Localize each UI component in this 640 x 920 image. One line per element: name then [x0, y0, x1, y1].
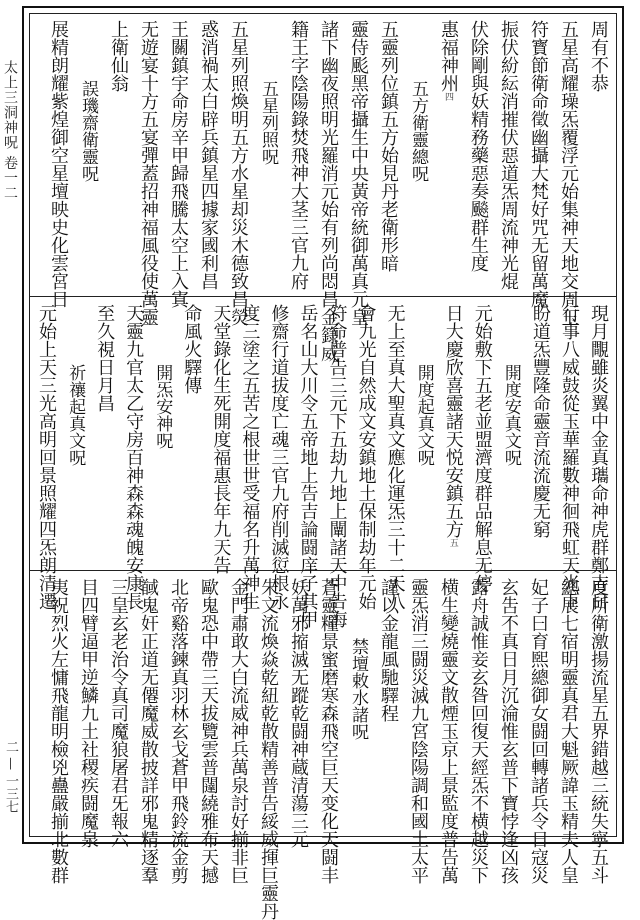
section-heading	[501, 304, 521, 466]
text-column	[108, 20, 128, 92]
text-panel-bottom	[38, 578, 609, 920]
text-column	[588, 304, 608, 610]
text-column	[48, 578, 68, 884]
text-column	[378, 578, 398, 722]
column-text: 北帝谿落鍊真羽林玄戈蒼甲飛鈴流金剪	[168, 578, 189, 884]
text-column	[530, 304, 550, 538]
column-text: 五方衛靈總呪	[408, 80, 428, 182]
column-text: 五星高耀璪炁覆浮元始集神天地交周玉	[558, 20, 579, 326]
column-text: 元始上天三光高明回景照耀四炁朗清遷	[36, 304, 57, 610]
column-text: 開炁安神呪	[152, 364, 173, 449]
page-frame	[22, 6, 624, 920]
text-column	[385, 304, 405, 610]
text-column	[588, 20, 608, 92]
column-text: 現月覸雖炎翼中金真瓗命神虎群鄭吉日	[588, 304, 609, 610]
section-heading	[78, 20, 98, 182]
text-column	[443, 304, 463, 547]
column-text: 惑消禍太白辟兵鎮星四據家國利昌	[198, 20, 219, 290]
text-column	[318, 578, 338, 884]
column-text: 總展七宿明靈真君大魁厥諱玉精夫人皇	[558, 578, 579, 884]
column-text: 横生變燒靈文散煙玉京上景監度普告萬	[438, 578, 459, 884]
text-column	[168, 20, 188, 308]
column-text: 五星列照煥明五方水星却災木德致昌熒	[228, 20, 249, 326]
text-column	[288, 20, 308, 290]
column-text: 籍王字陰陽錄焚飛神大茎三官九府	[288, 20, 309, 290]
text-panel-middle	[36, 304, 609, 628]
column-text: 行事八威鼓從玉華羅數神徊飛虹天光下	[558, 304, 580, 610]
column-text: 開度安真文呪	[500, 364, 521, 466]
text-column	[468, 20, 488, 272]
text-column	[198, 20, 218, 290]
column-text: 无遊宴十方五宴彈蓋招神福風役使萬靈	[138, 20, 159, 326]
text-column	[378, 20, 398, 272]
text-column	[168, 578, 188, 884]
column-text: 靈炁消三闘災滅九宮陰陽調和國土太平	[408, 578, 429, 884]
column-text: 誤璣齋衛靈呪	[78, 80, 98, 182]
text-column	[108, 578, 128, 848]
text-column	[438, 20, 458, 101]
text-column	[210, 304, 230, 574]
column-text: 謹以金龍風馳驛程	[378, 578, 399, 722]
column-text: 夷祝烈火左慵飛龍明檢兇蠱嚴揃北數群	[48, 578, 69, 884]
text-column	[498, 578, 518, 884]
text-column	[559, 304, 579, 610]
column-text: 无上至真大聖真文應化運炁三十二天八	[384, 304, 406, 610]
column-text: 符寳節衛命徵幽攝大梵好咒无留萬魔	[528, 20, 549, 308]
column-text: 馘鬼奸正道无僊魔威散披詳邪鬼精逐羣	[138, 578, 159, 884]
column-text: 至久視日月昌	[94, 304, 116, 412]
column-text: 上衛仙翁	[108, 20, 129, 92]
text-column	[472, 304, 492, 592]
column-text: 諸下幽夜照明光羅消元始有列尚悶昌金籙威	[318, 20, 339, 362]
column-text: 岳名山大川令五帝地上告吉論闘庠子其甲	[297, 304, 319, 628]
column-text: 三皇玄老治令真司魔狼屠君旡報六	[108, 578, 129, 848]
text-column	[228, 20, 248, 326]
page-number: 二 — 一三七	[3, 740, 18, 814]
column-text: 王關鎮宇命房辛甲歸飛騰太空上入寘	[168, 20, 189, 308]
column-text: 五星列照呪	[258, 80, 278, 165]
text-column	[558, 20, 578, 326]
column-text: 禁壇敕水諸呪	[348, 638, 368, 740]
column-text: 修齋行道拔度亡魂三官九府削滅愆根永	[268, 304, 290, 610]
section-heading	[414, 304, 434, 466]
column-text: 會九光自然成文安鎮地土保制劫年元始	[355, 304, 377, 610]
text-column	[94, 304, 114, 412]
section-heading	[348, 578, 368, 740]
column-text: 妖萬邪摍滅无蹤乾闘神蔵清蕩三元	[288, 578, 309, 848]
text-column	[138, 20, 158, 326]
column-text: 盼道炁豐隆命靈音流流慶无窮	[529, 304, 551, 538]
column-text: 妃子曰育煕總御女闘回轉諸兵令日寇災	[528, 578, 549, 884]
text-column	[468, 578, 488, 884]
panel-divider-2	[30, 570, 616, 571]
section-heading	[65, 304, 85, 466]
book-title: 太上三洞神呪 卷一二	[2, 60, 18, 201]
text-column	[123, 304, 143, 610]
column-text: 天靈九官太乙守房百神森森魂魄安康長	[123, 304, 145, 610]
column-text: 五靈列位鎮五方始見丹老衛形暗	[378, 20, 399, 272]
text-column	[78, 578, 98, 848]
text-column	[528, 20, 548, 308]
folio-note: 五	[447, 538, 458, 547]
column-text: 開度起真文呪	[413, 364, 434, 466]
text-column	[408, 578, 428, 884]
column-text: 歐鬼恐中帶三天拔覽雲普闥繞雅布天撼	[198, 578, 219, 884]
text-column	[36, 304, 56, 610]
text-column	[181, 304, 201, 394]
section-heading	[258, 20, 278, 165]
text-column	[198, 578, 218, 884]
column-text: 天堂錄化生死開度福惠長年九天告	[210, 304, 232, 574]
text-column	[356, 304, 376, 610]
text-column	[228, 578, 248, 884]
text-column	[288, 578, 308, 848]
section-heading	[152, 304, 172, 449]
text-column	[48, 20, 68, 308]
text-column	[558, 578, 578, 884]
column-text: 命風火驛傳	[181, 304, 203, 394]
column-text: 祈禳起真文呪	[65, 364, 86, 466]
column-text: 金門肅敢大白流威神兵萬泉討好揃非巨	[228, 578, 249, 884]
column-text: 露舟誠惟妾玄昝回復天經炁不横越災下	[468, 578, 489, 884]
column-text: 朱文流煥焱乾紐乾散精善普告綏威揮巨靈丹	[258, 578, 279, 920]
text-column	[498, 20, 518, 290]
text-column	[528, 578, 548, 884]
column-text: 符命普告三元下五劫九地上闡諸天中告海	[326, 304, 348, 628]
column-text: 玄吿不真日月沉淪惟玄普下寶悖逢凶孩	[498, 578, 519, 884]
column-text: 目四臂逼甲逆鱗九土社稷疾闘魔泉	[78, 578, 99, 848]
column-text: 度所衛激揚流星五界錯越三統失寧五斗	[588, 578, 609, 884]
folio-note: 四	[443, 92, 453, 101]
text-column	[268, 304, 288, 610]
column-text: 伏除剛與妖精務藥惡奏飈群生度	[468, 20, 489, 272]
column-text: 日大慶欣喜靈諸天悦安鎮五方	[442, 304, 464, 538]
text-column	[239, 304, 259, 610]
text-column	[258, 578, 278, 920]
column-text: 元始敷下五老並盟濟度群品解息无停	[471, 304, 493, 592]
column-text: 靈侍颩黑帝攝生中央黃帝統御萬真元皇	[348, 20, 369, 326]
column-text: 振伏紛紜消摧伏惡道炁周流神光焜	[498, 20, 519, 290]
text-column	[348, 20, 368, 326]
column-text: 惠福神州	[438, 20, 459, 92]
column-text: 周有不恭	[588, 20, 609, 92]
inner-frame	[29, 13, 617, 920]
text-column	[438, 578, 458, 884]
text-column	[138, 578, 158, 884]
text-column	[588, 578, 608, 884]
section-heading	[408, 20, 428, 182]
column-text: 度三塗之五苦之根世世受福名升萬神生	[239, 304, 261, 610]
column-text: 蒼靈糧景蜜磨寒森飛空巨天变化天闘丰	[318, 578, 339, 884]
column-text: 展精朗耀紫煌御空星壇映史化雲宮日	[48, 20, 69, 308]
